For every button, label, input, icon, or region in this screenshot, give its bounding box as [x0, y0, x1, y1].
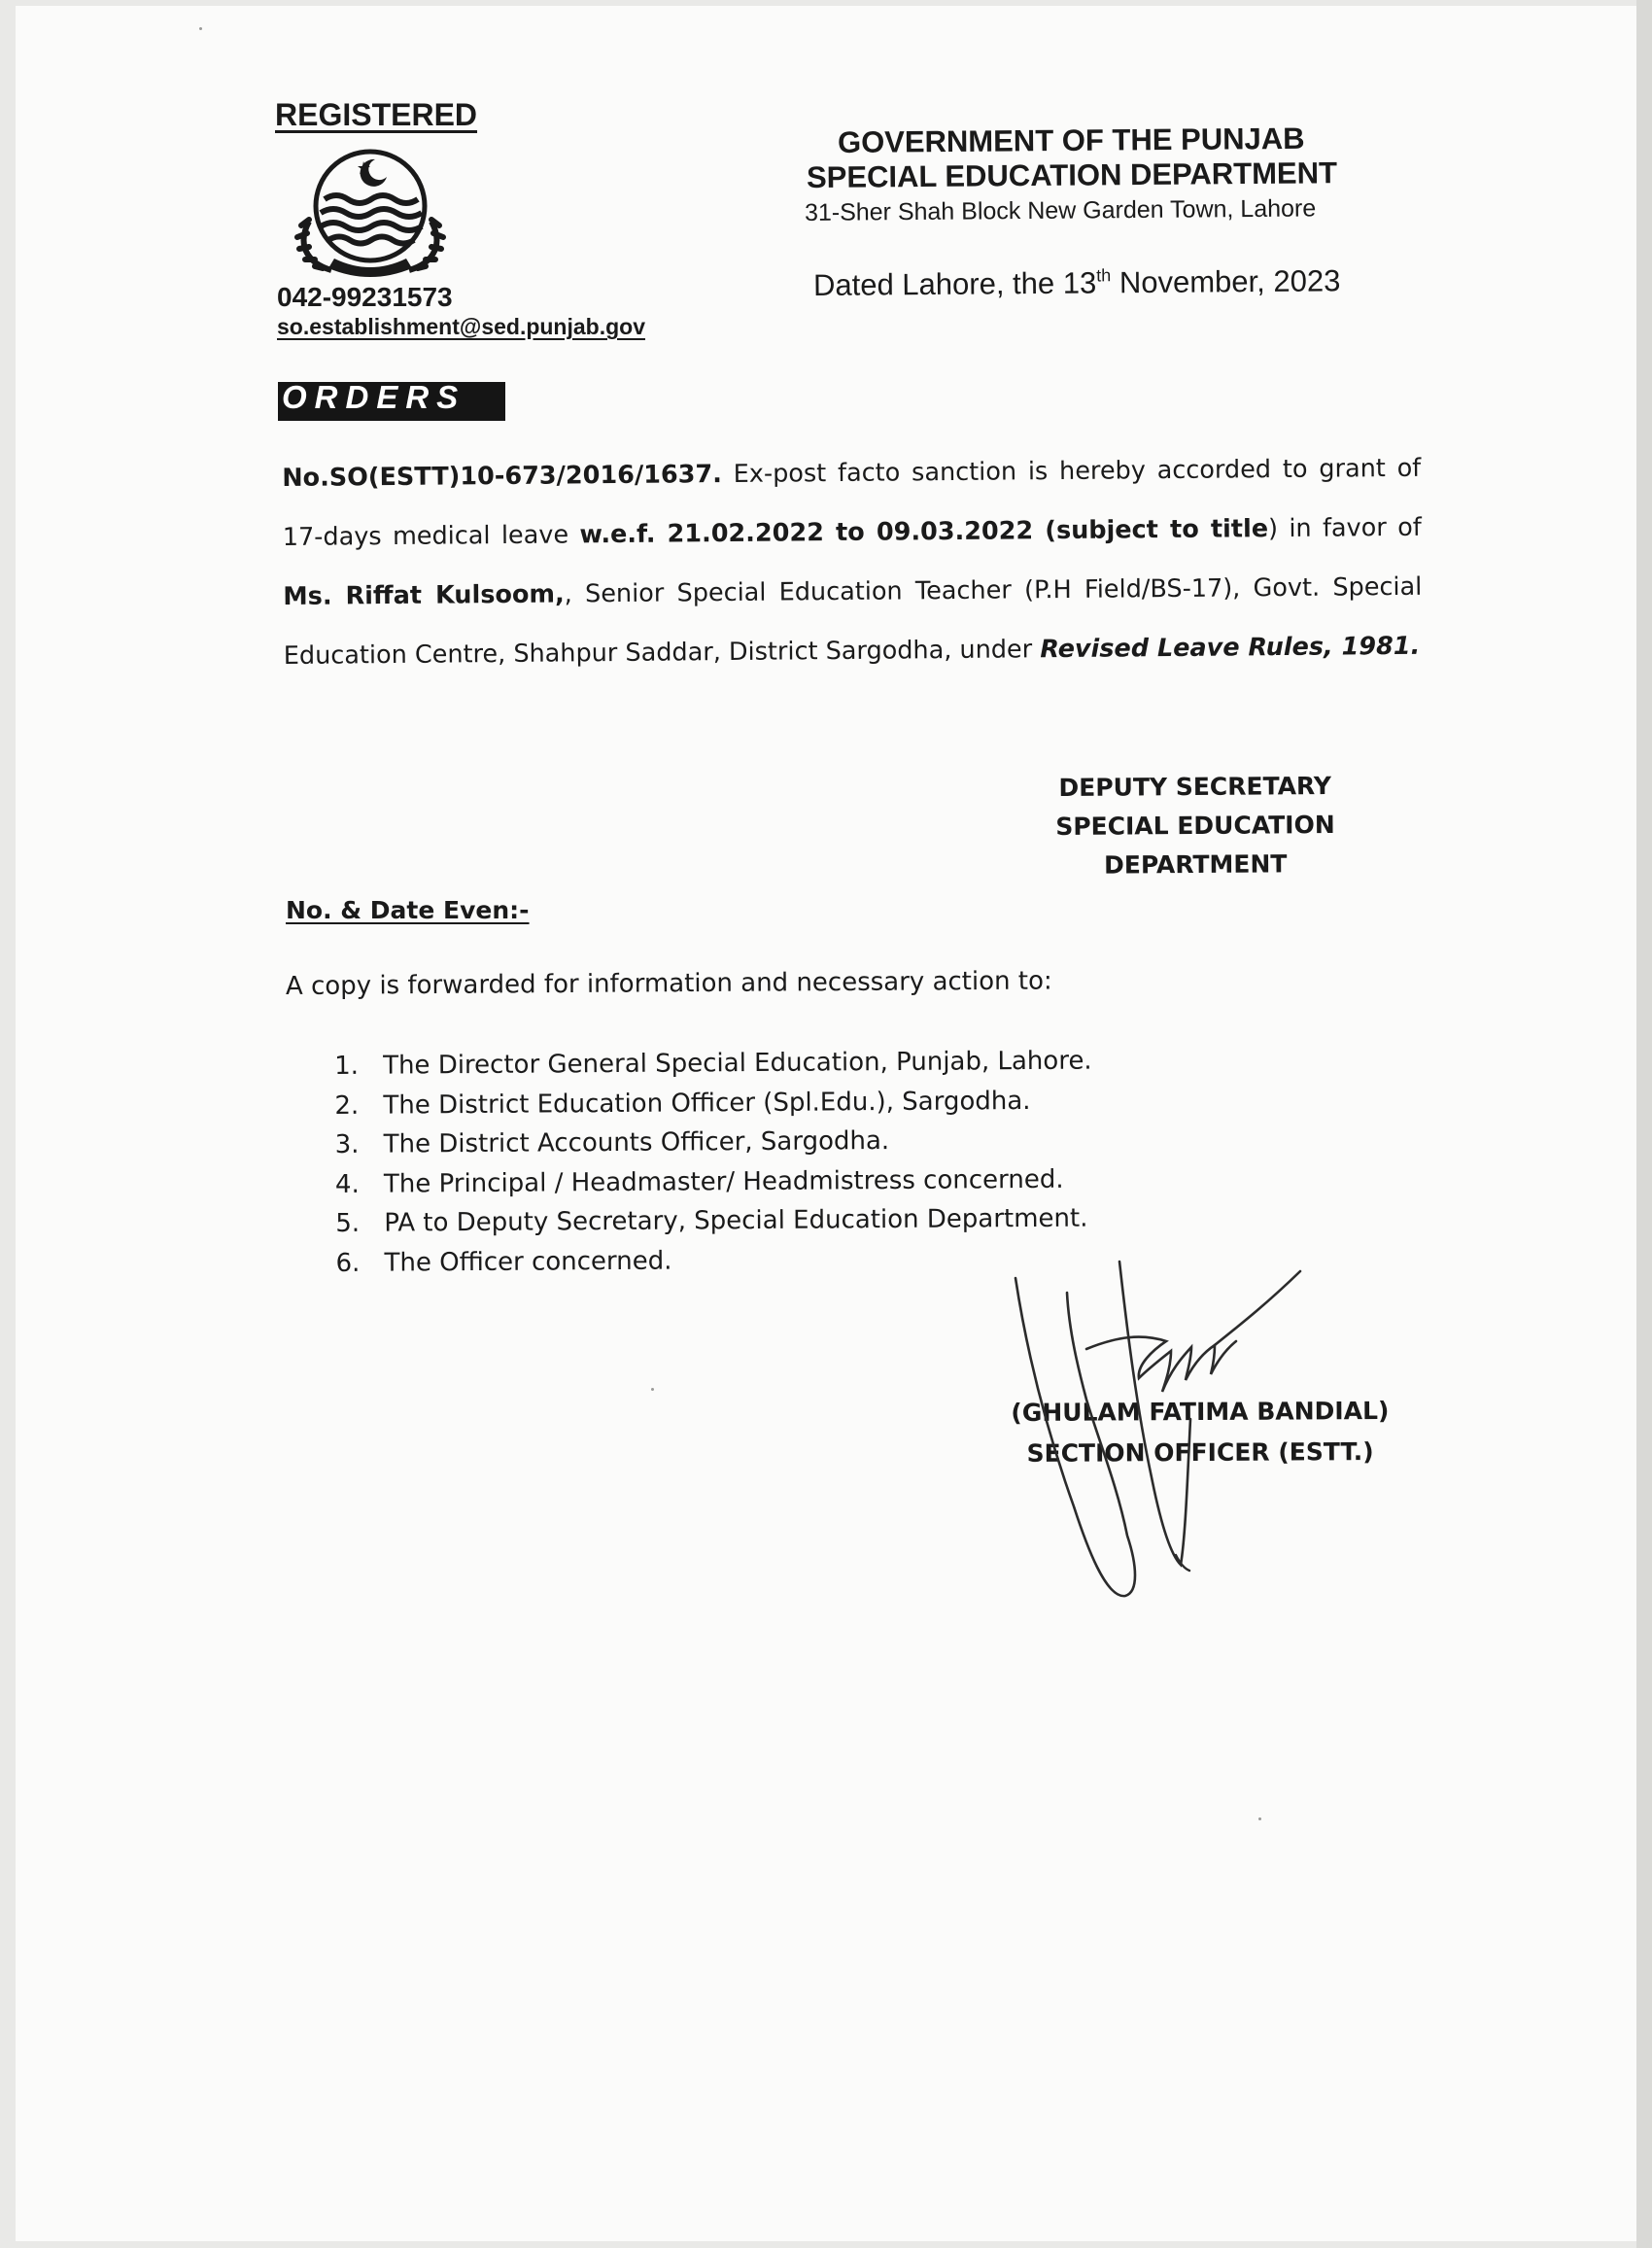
officer-designation: SECTION OFFICER (ESTT.)	[1026, 1437, 1374, 1468]
deputy-secretary-block	[1020, 767, 1371, 886]
deputy-secretary-line2: SPECIAL EDUCATION	[1055, 810, 1335, 842]
order-text-3: , Senior Special Education Teacher (P.H Field/BS-17), Govt. Special Education Centre, Shahpur Saddar, District Sargodha, under	[283, 571, 1423, 671]
list-item: 1. The Director General Special Education, Punjab, Lahore.	[334, 1046, 1092, 1081]
scan-speck	[651, 1388, 654, 1391]
list-item: 3. The District Accounts Officer, Sargodha.	[334, 1126, 890, 1159]
leave-dates: w.e.f. 21.02.2022 to 09.03.2022 (subject to title	[579, 514, 1269, 550]
dated-suffix: November, 2023	[1111, 263, 1341, 300]
order-number: No.SO(ESTT)10-673/2016/1637.	[282, 460, 723, 493]
leave-rules: Revised Leave Rules, 1981.	[1040, 631, 1421, 665]
scan-speck	[1258, 1817, 1261, 1820]
employee-name: Ms. Riffat Kulsoom,	[283, 579, 565, 611]
email-address: so.establishment@sed.punjab.gov	[277, 314, 645, 339]
order-text-1: Ex-post facto sanction is hereby accorded to grant of 17-days medical leave	[282, 453, 1422, 552]
order-body	[282, 439, 1423, 686]
deputy-secretary-line1: DEPUTY SECRETARY	[1058, 772, 1332, 802]
deputy-secretary-line3: DEPARTMENT	[1104, 849, 1288, 880]
date-even-heading: No. & Date Even:-	[286, 896, 530, 924]
government-title: GOVERNMENT OF THE PUNJAB	[837, 121, 1305, 159]
orders-label: ORDERS	[282, 379, 466, 415]
dated-ordinal: th	[1096, 265, 1112, 286]
officer-name: (GHULAM FATIMA BANDIAL)	[1011, 1396, 1390, 1428]
department-address: 31-Sher Shah Block New Garden Town, Lahore	[804, 194, 1317, 226]
registered-label: REGISTERED	[275, 97, 478, 132]
dated-line	[813, 263, 1341, 303]
copy-forwarded-intro: A copy is forwarded for information and necessary action to:	[285, 966, 1052, 1001]
punjab-government-emblem-icon	[288, 146, 453, 282]
phone-number: 042-99231573	[277, 282, 453, 312]
list-item: 6. The Officer concerned.	[335, 1246, 672, 1278]
list-item: 2. The District Education Officer (Spl.Edu.), Sargodha.	[334, 1086, 1031, 1121]
order-text-2: ) in favor of	[1267, 512, 1422, 544]
list-item: 5. PA to Deputy Secretary, Special Education Department.	[335, 1203, 1088, 1238]
list-item: 4. The Principal / Headmaster/ Headmistress concerned.	[334, 1164, 1064, 1199]
handwritten-signature	[972, 1244, 1341, 1613]
scan-edge	[1636, 0, 1652, 2248]
department-title: SPECIAL EDUCATION DEPARTMENT	[806, 156, 1338, 194]
dated-prefix: Dated Lahore, the 13	[812, 265, 1097, 302]
scan-speck	[199, 27, 202, 30]
